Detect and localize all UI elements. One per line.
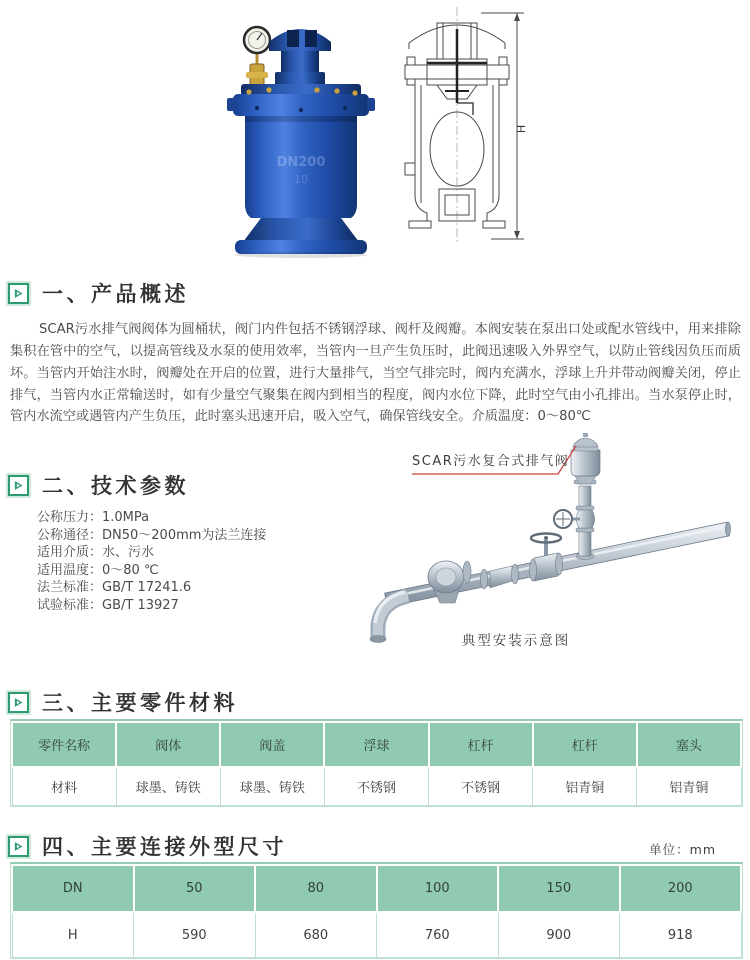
vent-cap	[269, 29, 331, 86]
section-1-title: 一、产品概述	[42, 282, 189, 306]
section-3-heading	[8, 687, 238, 717]
data-cell: 铝青铜	[533, 767, 637, 806]
scar-valve	[571, 433, 600, 484]
spec-item: 适用介质：水、污水	[37, 545, 155, 561]
table-data-row	[12, 767, 741, 806]
diagram-label: SCAR污水复合式排气阀	[412, 454, 570, 469]
section-marker-icon	[8, 283, 29, 304]
spec-item: 试验标准：GB/T 13927	[37, 597, 179, 613]
data-cell: 900	[498, 912, 620, 958]
data-cell: 不锈钢	[429, 767, 533, 806]
data-cell: 材料	[12, 767, 116, 806]
spec-item: 适用温度：0～80 ℃	[37, 562, 159, 578]
table-header-row	[12, 722, 741, 767]
header-cell: 200	[620, 865, 742, 912]
table-data-row	[12, 912, 741, 958]
reducer	[481, 564, 519, 589]
spec-list	[37, 509, 266, 615]
embossed-text: DN200	[276, 155, 326, 170]
header-cell: 杠杆	[533, 722, 637, 767]
diagram-caption: 典型安装示意图	[461, 633, 571, 649]
top-flange	[227, 84, 375, 116]
section-marker-icon	[8, 692, 29, 713]
riser-pipe	[554, 480, 596, 560]
data-cell: 铝青铜	[637, 767, 741, 806]
product-photo	[205, 8, 395, 258]
dimension-label: H	[515, 124, 528, 134]
data-cell: 590	[134, 912, 256, 958]
spec-item: 公称通径：DN50～200mm为法兰连接	[37, 527, 267, 543]
header-cell: 阀盖	[220, 722, 324, 767]
gate-valve	[530, 534, 563, 582]
section-1-heading	[8, 278, 189, 308]
data-cell: H	[12, 912, 134, 958]
base-flange	[235, 218, 367, 258]
header-cell: 零件名称	[12, 722, 116, 767]
header-cell: 150	[498, 865, 620, 912]
spec-item: 公称压力：1.0MPa	[37, 510, 150, 525]
pressure-gauge-icon	[244, 27, 270, 92]
product-overview-paragraph: SCAR污水排气阀阀体为圆桶状，阀门内件包括不锈钢浮球、阀杆及阀瓣。本阀安装在泵出口处或配水管线中，用来排除集积在管中的空气，以提高管线及水泵的使用效率，当管内一旦产生负压时，此阀迅速吸入外界空气，以防止管线因负压而质坏。当管内开始注水时，阀瓣处在开启的位置，进行大量排气，当空气排完时，阀内充满水，浮球上升并带动阀瓣关闭，停止排气，当管内水正常输送时，如有少量空气聚集在阀内到相当的程度，阀内水位下降，此时空气由小孔排出。当水泵停止时，管内水流空或遇管内产生负压，此时塞头迅速开启，吸入空气，确保管线安全。介质温度：0～80℃	[10, 322, 741, 425]
header-cell: 阀体	[116, 722, 220, 767]
header-cell: DN	[12, 865, 134, 912]
section-4-title: 四、主要连接外型尺寸	[42, 835, 287, 859]
dimensions-table	[11, 864, 742, 958]
data-cell: 不锈钢	[324, 767, 428, 806]
header-cell: 80	[255, 865, 377, 912]
data-cell: 球墨、铸铁	[220, 767, 324, 806]
header-cell: 100	[377, 865, 499, 912]
header-cell: 浮球	[324, 722, 428, 767]
table-header-row	[12, 865, 741, 912]
section-marker-icon	[8, 475, 29, 496]
header-cell: 50	[134, 865, 256, 912]
section-4-heading	[8, 831, 287, 861]
data-cell: 760	[377, 912, 499, 958]
materials-table	[11, 721, 742, 806]
data-cell: 680	[255, 912, 377, 958]
section-3-title: 三、主要零件材料	[42, 691, 238, 715]
materials-table-wrap	[10, 719, 743, 807]
valve-body	[245, 116, 357, 218]
data-cell: 918	[620, 912, 742, 958]
spec-item: 法兰标准：GB/T 17241.6	[37, 580, 192, 596]
pipe-elbow	[370, 592, 408, 643]
dims-table-wrap	[10, 862, 743, 959]
header-cell: 杠杆	[429, 722, 533, 767]
embossed-text-2: 10	[294, 173, 308, 186]
section-2-heading	[8, 470, 189, 500]
section-marker-icon	[8, 836, 29, 857]
data-cell: 球墨、铸铁	[116, 767, 220, 806]
header-cell: 塞头	[637, 722, 741, 767]
unit-label: 单位：mm	[649, 842, 716, 857]
technical-drawing	[393, 3, 528, 251]
section-2-title: 二、技术参数	[42, 474, 189, 498]
